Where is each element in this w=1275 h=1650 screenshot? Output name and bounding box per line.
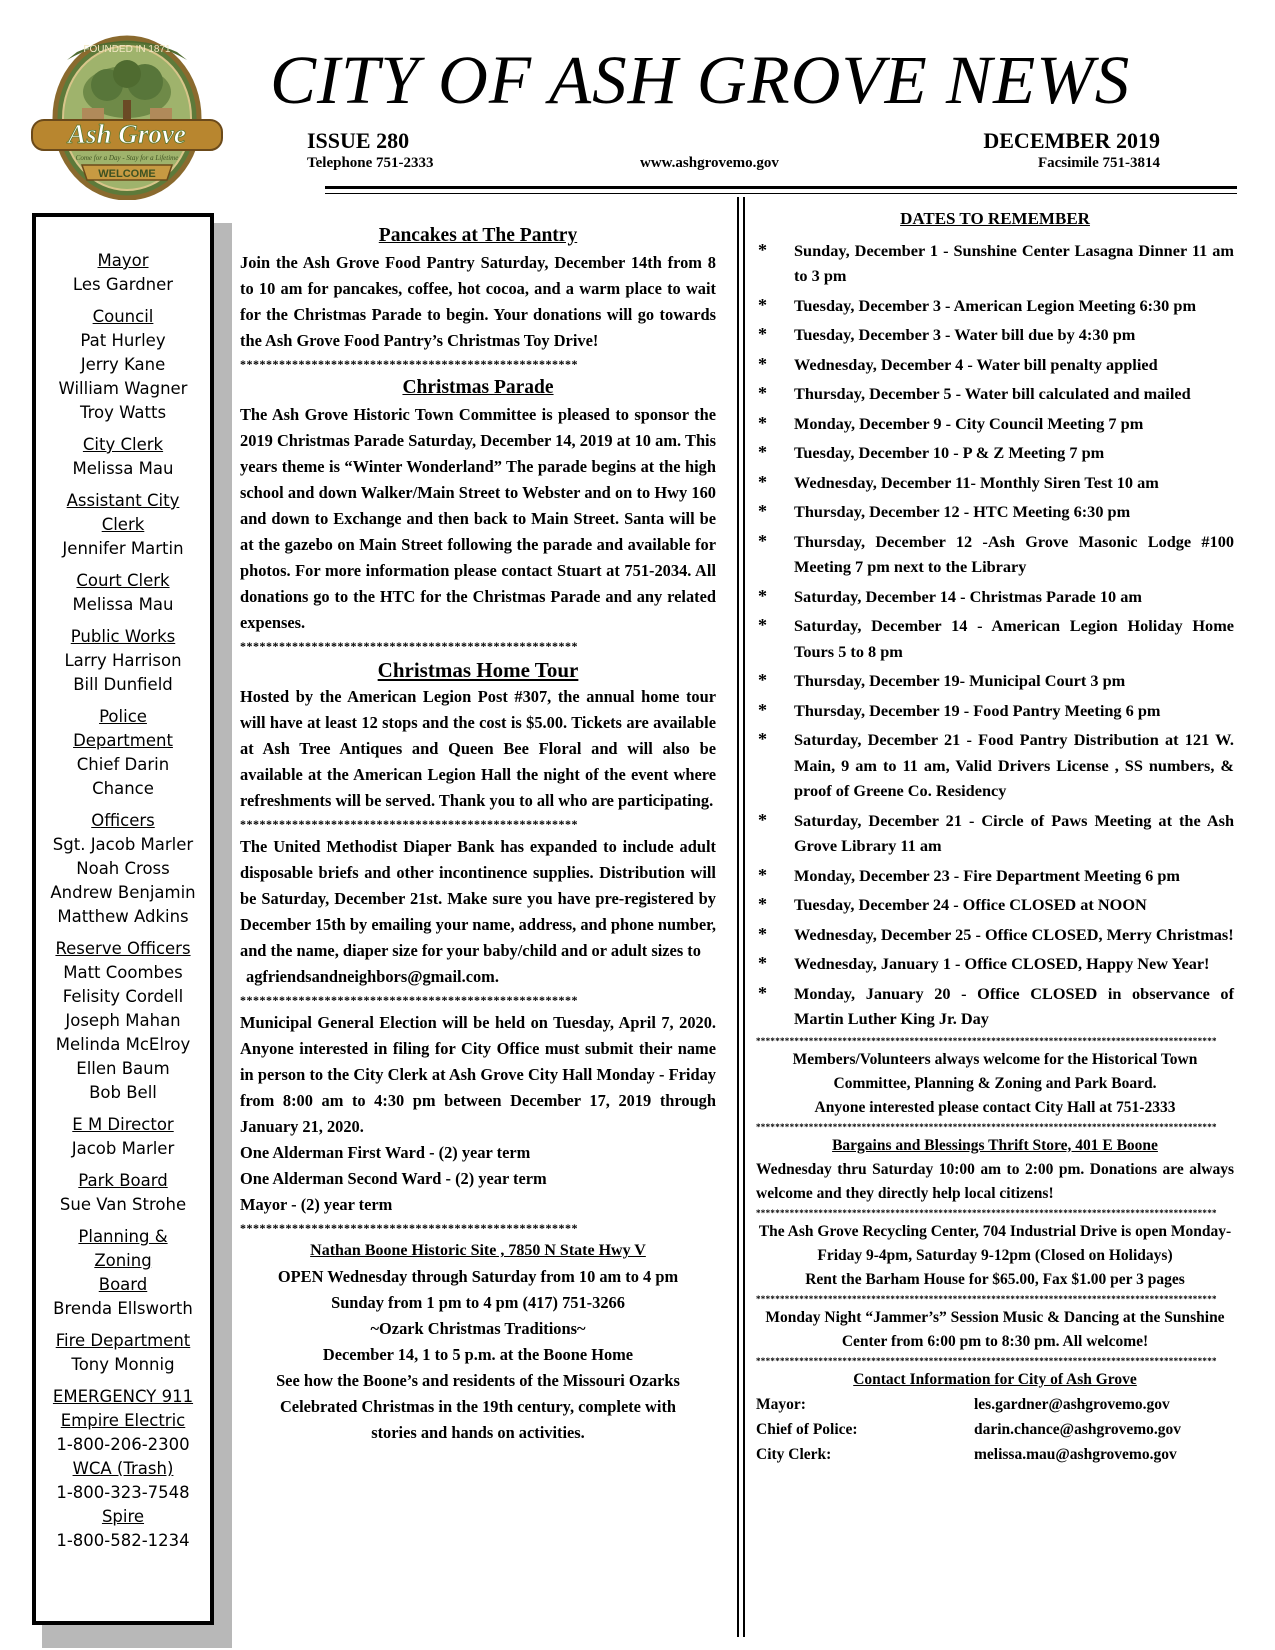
bullet-icon: * [758, 923, 767, 944]
sidebar-utilities [36, 1385, 210, 1553]
boone-line: OPEN Wednesday through Saturday from 10 am to 4 pm [277, 1267, 679, 1286]
sidebar-name: Chief Darin Chance [76, 755, 170, 798]
issue-number: ISSUE 280 [307, 128, 410, 153]
star-divider: ************************************************************************************************ [756, 1355, 1217, 1366]
sidebar-planning-zoning [36, 1225, 210, 1321]
date-item [756, 922, 1234, 948]
sidebar-name: Jennifer Martin [62, 539, 184, 558]
date-item [756, 863, 1234, 889]
sidebar-heading: Assistant City Clerk [66, 491, 180, 534]
article-body-election: Municipal General Election will be held on Tuesday, April 7, 2020. Anyone interested in filing for City Office must submit their name in person to the City Clerk at Ash Grove City Hall Monday - Friday from 8:00 am to 4:30 pm between December 17, 2019 through January 21, 2020. [240, 1013, 716, 1136]
ash-grove-logo [27, 30, 227, 200]
date-item [756, 470, 1234, 496]
bullet-icon: * [758, 729, 767, 749]
sidebar-phone: 1-800-206-2300 [56, 1435, 190, 1454]
date-text: Monday, December 23 - Fire Department Meeting 6 pm [794, 865, 1180, 885]
sidebar-name: Ellen Baum [76, 1059, 170, 1078]
sidebar-name: Melissa Mau [72, 459, 174, 478]
volunteers-contact: Anyone interested please contact City Hall at 751-2333 [814, 1098, 1176, 1116]
contact-email-link[interactable]: melissa.mau@ashgrovemo.gov [974, 1445, 1177, 1463]
date-text: Monday, January 20 - Office CLOSED in observance of Martin Luther King Jr. Day [794, 983, 1234, 1028]
sidebar-name: Jerry Kane [80, 355, 166, 374]
date-text: Tuesday, December 3 - Water bill due by 4:30 pm [794, 325, 1136, 344]
sidebar-officers [36, 809, 210, 929]
article-body-parade: The Ash Grove Historic Town Committee is pleased to sponsor the 2019 Christmas Parade Saturday, December 14, 2019 at 10 am. This years theme is “Winter Wonderland” The parade begins at the high school and down Walker/Main Street to Webster and on to Hwy 160 and down to Exchange and then back to Main Street. Santa will be at the gazebo on Main Street following the parade and available for photos. For more information please contact Stuart at 751-2034. All donations go to the HTC for the Christmas Parade and any related expenses. [240, 405, 716, 632]
dates-to-remember-title: DATES TO REMEMBER [900, 209, 1090, 228]
contact-role: Chief of Police: [756, 1420, 858, 1438]
logo-name-text: Ash Grove [68, 119, 186, 149]
sidebar-fire-department [36, 1329, 210, 1377]
contact-row-police [756, 1417, 1234, 1442]
sidebar-heading: Spire [101, 1507, 145, 1526]
date-text: Saturday, December 14 - American Legion Holiday Home Tours 5 to 8 pm [794, 616, 1234, 661]
star-divider: ************************************************************************************************ [756, 1293, 1217, 1304]
newsletter-title: CITY OF ASH GROVE NEWS [270, 42, 1131, 118]
contact-email-link[interactable]: les.gardner@ashgrovemo.gov [974, 1395, 1170, 1413]
bullet-icon: * [758, 864, 767, 885]
star-divider: **************************************************** [240, 639, 578, 653]
barham-house-notice: Rent the Barham House for $65.00, Fax $1.00 per 3 pages [805, 1270, 1185, 1288]
contact-role: City Clerk: [756, 1445, 832, 1463]
star-divider: ************************************************************************************************ [756, 1121, 1217, 1132]
star-divider: ************************************************************************************************ [756, 1207, 1217, 1218]
sidebar-name: Sgt. Jacob Marler [52, 835, 194, 854]
date-item [756, 951, 1234, 977]
jammers-session-notice: Monday Night “Jammer’s” Session Music & Dancing at the Sunshine Center from 6:00 pm to 8:30 pm. All welcome! [765, 1308, 1225, 1350]
date-text: Saturday, December 21 - Circle of Paws Meeting at the Ash Grove Library 11 am [794, 810, 1234, 855]
sidebar-name: Bob Bell [89, 1083, 157, 1102]
logo-tagline-text: Come for a Day - Stay for a Lifetime [75, 154, 179, 162]
sidebar-heading: Park Board [78, 1171, 168, 1190]
bullet-icon: * [758, 615, 767, 635]
contact-row-mayor [756, 1392, 1234, 1417]
sidebar-name: Sue Van Strohe [59, 1195, 187, 1214]
masthead-rule-thick [325, 186, 1237, 189]
bullet-icon: * [758, 699, 767, 720]
dates-list [756, 238, 1234, 1032]
officials-sidebar [32, 213, 214, 1625]
middle-column [240, 222, 716, 1446]
logo-welcome-text: WELCOME [98, 168, 156, 180]
boone-line: See how the Boone’s and residents of the Missouri Ozarks Celebrated Christmas in the 19th century, complete with stories and hands on activities. [276, 1371, 680, 1442]
bullet-icon: * [758, 294, 767, 315]
sidebar-heading: WCA (Trash) [72, 1459, 174, 1478]
boone-line: ~Ozark Christmas Traditions~ [370, 1319, 586, 1338]
thrift-store-title: Bargains and Blessings Thrift Store, 401 E Boone [832, 1136, 1158, 1154]
date-item [756, 529, 1234, 580]
date-item [756, 808, 1234, 859]
date-item [756, 293, 1234, 319]
telephone: Telephone 751-2333 [307, 155, 434, 171]
article-title-parade: Christmas Parade [402, 377, 554, 398]
sidebar-court-clerk [36, 569, 210, 617]
date-item [756, 892, 1234, 918]
date-item [756, 411, 1234, 437]
date-text: Tuesday, December 24 - Office CLOSED at NOON [794, 895, 1147, 914]
bullet-icon: * [758, 530, 767, 551]
sidebar-name: Joseph Mahan [65, 1011, 181, 1030]
sidebar-heading: Fire Department [55, 1331, 191, 1350]
sidebar-city-clerk [36, 433, 210, 481]
sidebar-council [36, 305, 210, 425]
election-seat: One Alderman Second Ward - (2) year term [240, 1169, 547, 1188]
date-item [756, 499, 1234, 525]
article-title-pantry: Pancakes at The Pantry [378, 225, 578, 246]
bullet-icon: * [758, 324, 767, 344]
date-item [756, 613, 1234, 664]
sidebar-name: Troy Watts [79, 403, 167, 422]
bullet-icon: * [758, 501, 767, 521]
date-text: Thursday, December 12 -Ash Grove Masonic Lodge #100 Meeting 7 pm next to the Library [794, 531, 1234, 576]
sidebar-heading: Court Clerk [76, 571, 170, 590]
date-text: Thursday, December 12 - HTC Meeting 6:30 pm [794, 502, 1131, 521]
sidebar-heading: EMERGENCY 911 [52, 1387, 194, 1406]
bullet-icon: * [758, 982, 767, 1003]
article-body-diaper-bank: The United Methodist Diaper Bank has expanded to include adult disposable briefs and other incontinence supplies. Distribution will be Saturday, December 21st. Make sure you have pre-registered by December 15th by emailing your name, address, and phone number, and the name, diaper size for your baby/child and or adult sizes to [240, 837, 716, 960]
volunteers-notice: Members/Volunteers always welcome for the Historical Town Committee, Planning & Zoning and Park Board. [792, 1050, 1198, 1092]
facsimile: Facsimile 751-3814 [1037, 155, 1160, 171]
sidebar-public-works [36, 625, 210, 697]
sidebar-name: Andrew Benjamin [50, 883, 196, 902]
bullet-icon: * [758, 353, 767, 374]
sidebar-name: Pat Hurley [80, 331, 166, 350]
bullet-icon: * [758, 442, 767, 462]
contact-row-clerk [756, 1442, 1234, 1467]
sidebar-em-director [36, 1113, 210, 1161]
diaper-bank-email[interactable]: agfriendsandneighbors@gmail.com. [246, 967, 499, 986]
sidebar-name: Matthew Adkins [57, 907, 189, 926]
date-text: Tuesday, December 3 - American Legion Meeting 6:30 pm [794, 295, 1197, 315]
contact-role: Mayor: [756, 1395, 806, 1413]
bullet-icon: * [758, 670, 767, 690]
sidebar-name: Melinda McElroy [55, 1035, 191, 1054]
article-title-boone: Nathan Boone Historic Site , 7850 N State Hwy V [310, 1242, 646, 1259]
sidebar-name: Brenda Ellsworth [53, 1299, 193, 1318]
logo-founded-text: FOUNDED IN 1871 [83, 44, 171, 55]
date-text: Thursday, December 19 - Food Pantry Meeting 6 pm [794, 700, 1161, 720]
sidebar-heading: E M Director [72, 1115, 174, 1134]
issue-date: DECEMBER 2019 [983, 128, 1160, 153]
star-divider: **************************************************** [240, 817, 578, 831]
date-text: Wednesday, January 1 - Office CLOSED, Happy New Year! [794, 954, 1210, 973]
sidebar-name: Les Gardner [72, 275, 174, 294]
date-item [756, 727, 1234, 804]
article-title-home-tour: Christmas Home Tour [377, 658, 579, 682]
sidebar-heading: City Clerk [82, 435, 164, 454]
bullet-icon: * [758, 383, 767, 403]
sidebar-heading: Planning & Zoning Board [78, 1227, 168, 1294]
sidebar-name: Bill Dunfield [73, 675, 173, 694]
sidebar-heading: Council [92, 307, 154, 326]
sidebar-heading: Officers [91, 811, 155, 830]
sidebar-heading: Empire Electric [60, 1411, 186, 1430]
sidebar-name: Tony Monnig [71, 1355, 175, 1374]
date-text: Wednesday, December 4 - Water bill penalty applied [794, 354, 1158, 374]
sidebar-name: Felisity Cordell [62, 987, 184, 1006]
sidebar-name: Noah Cross [76, 859, 170, 878]
date-text: Saturday, December 14 - Christmas Parade 10 am [794, 586, 1142, 606]
right-column [756, 206, 1234, 1467]
date-item [756, 381, 1234, 407]
recycling-center-notice: The Ash Grove Recycling Center, 704 Industrial Drive is open Monday-Friday 9-4pm, Saturday 9-12pm (Closed on Holidays) [758, 1222, 1232, 1264]
sidebar-police [36, 705, 210, 801]
bullet-icon: * [758, 239, 767, 260]
sidebar-heading: Public Works [70, 627, 176, 646]
date-text: Thursday, December 5 - Water bill calculated and mailed [794, 384, 1191, 403]
bullet-icon: * [758, 412, 767, 433]
sidebar-name: Melissa Mau [72, 595, 174, 614]
date-item [756, 668, 1234, 694]
star-divider: ************************************************************************************************ [756, 1035, 1217, 1046]
contact-info-title: Contact Information for City of Ash Grove [853, 1370, 1137, 1388]
date-item [756, 238, 1234, 289]
article-body-home-tour: Hosted by the American Legion Post #307, the annual home tour will have at least 12 stops and the cost is $5.00. Tickets are available at Ash Tree Antiques and Queen Bee Floral and will also be available at the American Legion Hall the night of the event where refreshments will be served. Thank you to all who are participating. [240, 687, 716, 810]
sidebar-name: Larry Harrison [64, 651, 182, 670]
sidebar-reserve-officers [36, 937, 210, 1105]
date-item [756, 440, 1234, 466]
sidebar-heading: Reserve Officers [55, 939, 191, 958]
contact-email-link[interactable]: darin.chance@ashgrovemo.gov [974, 1420, 1182, 1438]
article-body-pantry: Join the Ash Grove Food Pantry Saturday, December 14th from 8 to 10 am for pancakes, coffee, hot cocoa, and a warm place to wait for the Christmas Parade to begin. Your donations will go towards the Ash Grove Food Pantry’s Christmas Toy Drive! [240, 253, 716, 350]
sidebar-assistant-clerk [36, 489, 210, 561]
date-text: Tuesday, December 10 - P & Z Meeting 7 pm [794, 443, 1105, 462]
date-item [756, 322, 1234, 348]
column-divider [743, 197, 745, 1637]
sidebar-name: Jacob Marler [71, 1139, 175, 1158]
star-divider: **************************************************** [240, 1221, 578, 1235]
thrift-store-body: Wednesday thru Saturday 10:00 am to 2:00 pm. Donations are always welcome and they directly help local citizens! [756, 1160, 1234, 1202]
sidebar-phone: 1-800-582-1234 [56, 1531, 190, 1550]
bullet-icon: * [758, 471, 767, 492]
date-item [756, 352, 1234, 378]
bullet-icon: * [758, 809, 767, 830]
date-text: Saturday, December 21 - Food Pantry Distribution at 121 W. Main, 9 am to 11 am, Valid Drivers License , SS numbers, & proof of Greene Co. Residency [794, 730, 1234, 800]
sidebar-heading: Police Department [73, 707, 173, 750]
star-divider: **************************************************** [240, 357, 578, 371]
sidebar-heading: Mayor [97, 251, 149, 270]
election-seat: One Alderman First Ward - (2) year term [240, 1143, 531, 1162]
bullet-icon: * [758, 585, 767, 606]
boone-line: Sunday from 1 pm to 4 pm (417) 751-3266 [331, 1293, 625, 1312]
date-text: Monday, December 9 - City Council Meeting 7 pm [794, 413, 1144, 433]
masthead-rule-thin [325, 193, 1237, 194]
sidebar-phone: 1-800-323-7548 [56, 1483, 190, 1502]
date-item [756, 584, 1234, 610]
date-item [756, 698, 1234, 724]
date-text: Wednesday, December 11- Monthly Siren Test 10 am [794, 472, 1159, 492]
date-text: Wednesday, December 25 - Office CLOSED, Merry Christmas! [794, 924, 1234, 944]
column-divider [737, 197, 739, 1637]
date-item [756, 981, 1234, 1032]
boone-line: December 14, 1 to 5 p.m. at the Boone Home [322, 1345, 634, 1364]
date-text: Thursday, December 19- Municipal Court 3 pm [794, 671, 1126, 690]
sidebar-name: Matt Coombes [63, 963, 183, 982]
bullet-icon: * [758, 894, 767, 914]
sidebar-park-board [36, 1169, 210, 1217]
sidebar-name: William Wagner [58, 379, 188, 398]
election-seat: Mayor - (2) year term [240, 1195, 393, 1214]
date-text: Sunday, December 1 - Sunshine Center Lasagna Dinner 11 am to 3 pm [794, 240, 1234, 285]
website-link[interactable]: www.ashgrovemo.gov [640, 155, 779, 171]
sidebar-mayor [36, 249, 210, 297]
bullet-icon: * [758, 953, 767, 973]
star-divider: **************************************************** [240, 993, 578, 1007]
